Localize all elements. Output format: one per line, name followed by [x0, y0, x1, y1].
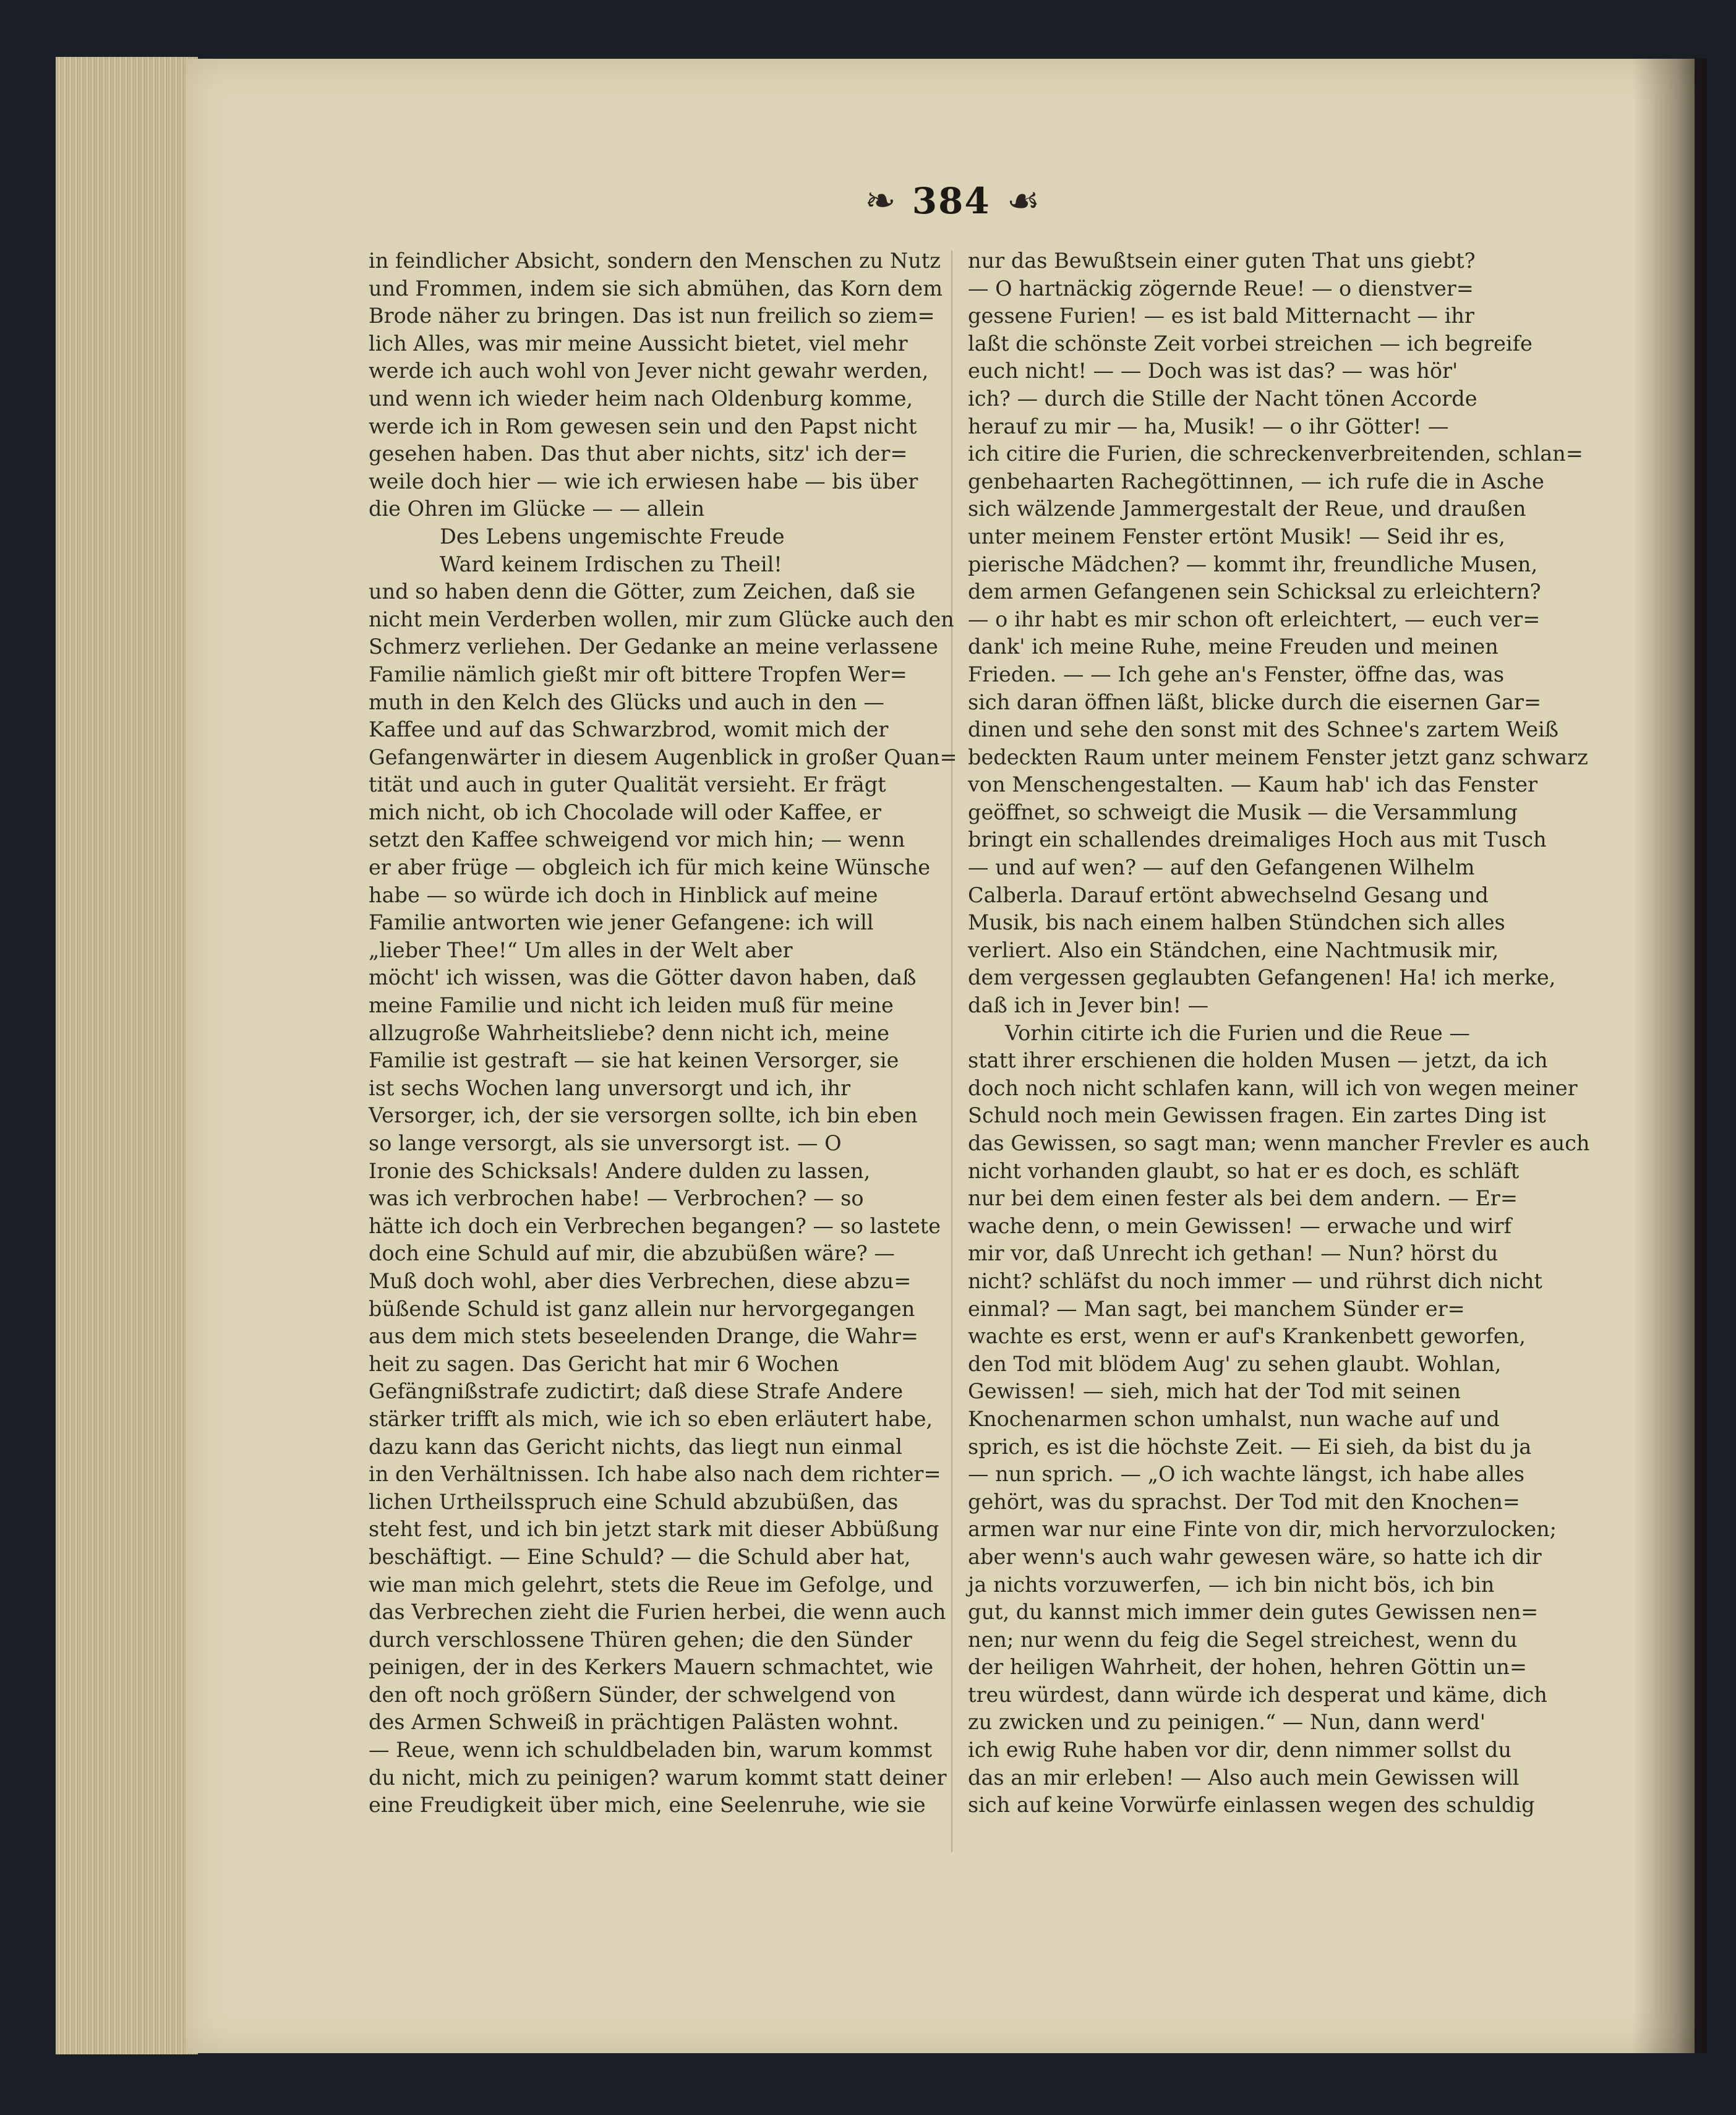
- text-line: peinigen, der in des Kerkers Mauern schmachtet, wie: [369, 1655, 934, 1680]
- text-line: sich auf keine Vorwürfe einlassen wegen des schuldig: [968, 1793, 1535, 1818]
- text-line: Knochenarmen schon umhalst, nun wache auf und: [968, 1406, 1500, 1431]
- text-line: den Tod mit blödem Aug' zu sehen glaubt. Wohlan,: [968, 1351, 1502, 1376]
- text-line: genbehaarten Rachegöttinnen, — ich rufe die in Asche: [968, 469, 1544, 494]
- text-line: Familie nämlich gießt mir oft bittere Tropfen Wer=: [369, 662, 907, 686]
- text-line: tität und auch in guter Qualität versieht. Er frägt: [369, 772, 886, 797]
- text-line: Gefangenwärter in diesem Augenblick in großer Quan=: [369, 745, 957, 769]
- text-line: Vorhin citirte ich die Furien und die Reue —: [1005, 1020, 1470, 1045]
- spine-shadow: [1633, 59, 1707, 2053]
- text-line: Muß doch wohl, aber dies Verbrechen, diese abzu=: [369, 1268, 912, 1293]
- text-line: Familie antworten wie jener Gefangene: ich will: [369, 910, 874, 935]
- text-line: muth in den Kelch des Glücks und auch in den —: [369, 690, 884, 714]
- text-line: sprich, es ist die höchste Zeit. — Ei sieh, da bist du ja: [968, 1434, 1532, 1459]
- text-line: ich? — durch die Stille der Nacht tönen Accorde: [968, 386, 1477, 411]
- text-line: armen war nur eine Finte von dir, mich hervorzulocken;: [968, 1517, 1557, 1542]
- text-line: lichen Urtheilsspruch eine Schuld abzubüßen, das: [369, 1489, 899, 1514]
- text-line: zu zwicken und zu peinigen.“ — Nun, dann werd': [968, 1710, 1486, 1735]
- text-line: stärker trifft als mich, wie ich so eben erläutert habe,: [369, 1406, 933, 1431]
- text-line: werde ich in Rom gewesen sein und den Papst nicht: [369, 414, 917, 438]
- text-line: unter meinem Fenster ertönt Musik! — Seid ihr es,: [968, 524, 1505, 549]
- text-line: und Frommen, indem sie sich abmühen, das Korn dem: [369, 276, 943, 301]
- text-line: von Menschengestalten. — Kaum hab' ich das Fenster: [968, 772, 1537, 797]
- left-text-column: [369, 247, 957, 1819]
- text-line: dinen und sehe den sonst mit des Schnee's zartem Weiß: [968, 717, 1559, 742]
- text-line: aus dem mich stets beseelenden Drange, die Wahr=: [369, 1324, 918, 1349]
- text-line: aber wenn's auch wahr gewesen wäre, so hatte ich dir: [968, 1544, 1542, 1569]
- text-line: statt ihrer erschienen die holden Musen — jetzt, da ich: [968, 1048, 1548, 1073]
- text-line: durch verschlossene Thüren gehen; die den Sünder: [369, 1627, 912, 1652]
- text-line: — und auf wen? — auf den Gefangenen Wilhelm: [968, 855, 1475, 880]
- text-line: ich ewig Ruhe haben vor dir, denn nimmer sollst du: [968, 1738, 1512, 1762]
- text-line: Schmerz verliehen. Der Gedanke an meine verlassene: [369, 634, 938, 659]
- text-line: pierische Mädchen? — kommt ihr, freundliche Musen,: [968, 552, 1538, 576]
- text-line: nicht vorhanden glaubt, so hat er es doch, es schläft: [968, 1158, 1520, 1183]
- text-line: nur bei dem einen fester als bei dem andern. — Er=: [968, 1186, 1518, 1211]
- text-line: lich Alles, was mir meine Aussicht bietet, viel mehr: [369, 331, 908, 356]
- text-line: ich citire die Furien, die schreckenverbreitenden, schlan=: [968, 442, 1583, 466]
- text-line: nen; nur wenn du feig die Segel streichest, wenn du: [968, 1627, 1518, 1652]
- text-line: — Reue, wenn ich schuldbeladen bin, warum kommst: [369, 1738, 932, 1762]
- text-line: weile doch hier — wie ich erwiesen habe — bis über: [369, 469, 918, 494]
- text-line: euch nicht! — — Doch was ist das? — was hör': [968, 359, 1458, 383]
- text-line: dem armen Gefangenen sein Schicksal zu erleichtern?: [968, 579, 1541, 604]
- text-line: sich wälzende Jammergestalt der Reue, und draußen: [968, 497, 1526, 521]
- text-line: die Ohren im Glücke — — allein: [369, 497, 705, 521]
- text-line: das an mir erleben! — Also auch mein Gewissen will: [968, 1765, 1520, 1790]
- text-line: Ironie des Schicksals! Andere dulden zu lassen,: [369, 1158, 871, 1183]
- text-line: gehört, was du sprachst. Der Tod mit den Knochen=: [968, 1489, 1520, 1514]
- text-line: doch noch nicht schlafen kann, will ich von wegen meiner: [968, 1075, 1578, 1100]
- text-line: dazu kann das Gericht nichts, das liegt nun einmal: [369, 1434, 902, 1459]
- text-line: nicht? schläfst du noch immer — und rührst dich nicht: [968, 1268, 1542, 1293]
- text-line: herauf zu mir — ha, Musik! — o ihr Götter! —: [968, 414, 1449, 438]
- text-line: eine Freudigkeit über mich, eine Seelenruhe, wie sie: [369, 1793, 926, 1818]
- text-line: Brode näher zu bringen. Das ist nun freilich so ziem=: [369, 304, 935, 328]
- text-line: Gefängnißstrafe zudictirt; daß diese Strafe Andere: [369, 1379, 904, 1404]
- text-line: — o ihr habt es mir schon oft erleichtert, — euch ver=: [968, 607, 1541, 631]
- text-line: das Verbrechen zieht die Furien herbei, die wenn auch: [369, 1600, 946, 1625]
- text-line: bringt ein schallendes dreimaliges Hoch aus mit Tusch: [968, 827, 1547, 852]
- text-line: so lange versorgt, als sie unversorgt ist. — O: [369, 1131, 842, 1155]
- text-line: ist sechs Wochen lang unversorgt und ich, ihr: [369, 1075, 851, 1100]
- text-line: du nicht, mich zu peinigen? warum kommt statt deiner: [369, 1765, 947, 1790]
- text-line: hätte ich doch ein Verbrechen begangen? — so lastete: [369, 1213, 941, 1238]
- text-line: mir vor, daß Unrecht ich gethan! — Nun? hörst du: [968, 1241, 1499, 1266]
- text-line: meine Familie und nicht ich leiden muß für meine: [369, 993, 894, 1018]
- text-line: Kaffee und auf das Schwarzbrod, womit mich der: [369, 717, 889, 742]
- text-line: möcht' ich wissen, was die Götter davon haben, daß: [369, 965, 917, 990]
- text-line: werde ich auch wohl von Jever nicht gewahr werden,: [369, 359, 929, 383]
- text-line: und so haben denn die Götter, zum Zeichen, daß sie: [369, 579, 915, 604]
- text-line: mich nicht, ob ich Chocolade will oder Kaffee, er: [369, 800, 881, 824]
- text-line: und wenn ich wieder heim nach Oldenburg komme,: [369, 386, 913, 411]
- left-ornament-icon: ❧: [865, 179, 896, 223]
- text-line: verliert. Also ein Ständchen, eine Nachtmusik mir,: [968, 938, 1499, 962]
- text-line: geöffnet, so schweigt die Musik — die Versammlung: [968, 800, 1518, 824]
- text-line: einmal? — Man sagt, bei manchem Sünder er=: [968, 1296, 1465, 1321]
- page-header: [835, 176, 1070, 226]
- right-ornament-icon: ☙: [1006, 179, 1040, 223]
- text-line: der heiligen Wahrheit, der hohen, hehren Göttin un=: [968, 1655, 1527, 1680]
- text-line: ja nichts vorzuwerfen, — ich bin nicht bös, ich bin: [968, 1572, 1495, 1597]
- text-line: wie man mich gelehrt, stets die Reue im Gefolge, und: [369, 1572, 934, 1597]
- text-line: gesehen haben. Das thut aber nichts, sitz' ich der=: [369, 442, 908, 466]
- text-line: das Gewissen, so sagt man; wenn mancher Frevler es auch: [968, 1131, 1590, 1155]
- text-line: beschäftigt. — Eine Schuld? — die Schuld aber hat,: [369, 1544, 911, 1569]
- text-line: „lieber Thee!“ Um alles in der Welt aber: [369, 938, 793, 962]
- text-line: des Armen Schweiß in prächtigen Palästen wohnt.: [369, 1710, 899, 1735]
- text-line: in den Verhältnissen. Ich habe also nach dem richter=: [369, 1462, 941, 1487]
- text-line: Calberla. Darauf ertönt abwechselnd Gesang und: [968, 882, 1489, 907]
- text-line: heit zu sagen. Das Gericht hat mir 6 Wochen: [369, 1351, 839, 1376]
- text-line: Frieden. — — Ich gehe an's Fenster, öffne das, was: [968, 662, 1505, 686]
- text-line: gut, du kannst mich immer dein gutes Gewissen nen=: [968, 1600, 1539, 1625]
- right-text-column: [968, 247, 1590, 1819]
- text-line: Familie ist gestraft — sie hat keinen Versorger, sie: [369, 1048, 899, 1073]
- text-line: Versorger, ich, der sie versorgen sollte, ich bin eben: [369, 1103, 918, 1128]
- text-line: nicht mein Verderben wollen, mir zum Glücke auch den: [369, 607, 954, 631]
- text-line: dank' ich meine Ruhe, meine Freuden und meinen: [968, 634, 1499, 659]
- text-line: büßende Schuld ist ganz allein nur hervorgegangen: [369, 1296, 915, 1321]
- text-line: dem vergessen geglaubten Gefangenen! Ha! ich merke,: [968, 965, 1556, 990]
- column-divider: [951, 250, 952, 1852]
- text-line: habe — so würde ich doch in Hinblick auf meine: [369, 882, 878, 907]
- text-line: er aber früge — obgleich ich für mich keine Wünsche: [369, 855, 931, 880]
- text-line: nur das Bewußtsein einer guten That uns giebt?: [968, 249, 1476, 273]
- book-page-edges: [56, 57, 198, 2054]
- text-line: wache denn, o mein Gewissen! — erwache und wirf: [968, 1213, 1512, 1238]
- text-line: allzugroße Wahrheitsliebe? denn nicht ich, meine: [369, 1020, 889, 1045]
- text-line: Schuld noch mein Gewissen fragen. Ein zartes Ding ist: [968, 1103, 1546, 1128]
- text-line: daß ich in Jever bin! —: [968, 993, 1209, 1018]
- text-line: steht fest, und ich bin jetzt stark mit dieser Abbüßung: [369, 1517, 939, 1542]
- text-line: Musik, bis nach einem halben Stündchen sich alles: [968, 910, 1505, 935]
- text-line: — O hartnäckig zögernde Reue! — o dienstver=: [968, 276, 1474, 301]
- text-line: doch eine Schuld auf mir, die abzubüßen wäre? —: [369, 1241, 895, 1266]
- text-line: setzt den Kaffee schweigend vor mich hin; — wenn: [369, 827, 905, 852]
- text-line: gessene Furien! — es ist bald Mitternacht — ihr: [968, 304, 1474, 328]
- page-number: 384: [912, 180, 991, 222]
- text-line: — nun sprich. — „O ich wachte längst, ich habe alles: [968, 1462, 1525, 1487]
- text-line: Des Lebens ungemischte Freude: [440, 524, 785, 549]
- text-line: treu würdest, dann würde ich desperat und käme, dich: [968, 1682, 1547, 1707]
- text-line: bedeckten Raum unter meinem Fenster jetzt ganz schwarz: [968, 745, 1588, 769]
- text-line: in feindlicher Absicht, sondern den Menschen zu Nutz: [369, 249, 941, 273]
- text-line: Ward keinem Irdischen zu Theil!: [440, 552, 782, 576]
- text-line: laßt die schönste Zeit vorbei streichen — ich begreife: [968, 331, 1533, 356]
- text-line: den oft noch größern Sünder, der schwelgend von: [369, 1682, 896, 1707]
- text-line: wachte es erst, wenn er auf's Krankenbett geworfen,: [968, 1324, 1526, 1349]
- text-line: was ich verbrochen habe! — Verbrochen? — so: [369, 1186, 864, 1211]
- text-line: Gewissen! — sieh, mich hat der Tod mit seinen: [968, 1379, 1461, 1404]
- text-line: sich daran öffnen läßt, blicke durch die eisernen Gar=: [968, 690, 1542, 714]
